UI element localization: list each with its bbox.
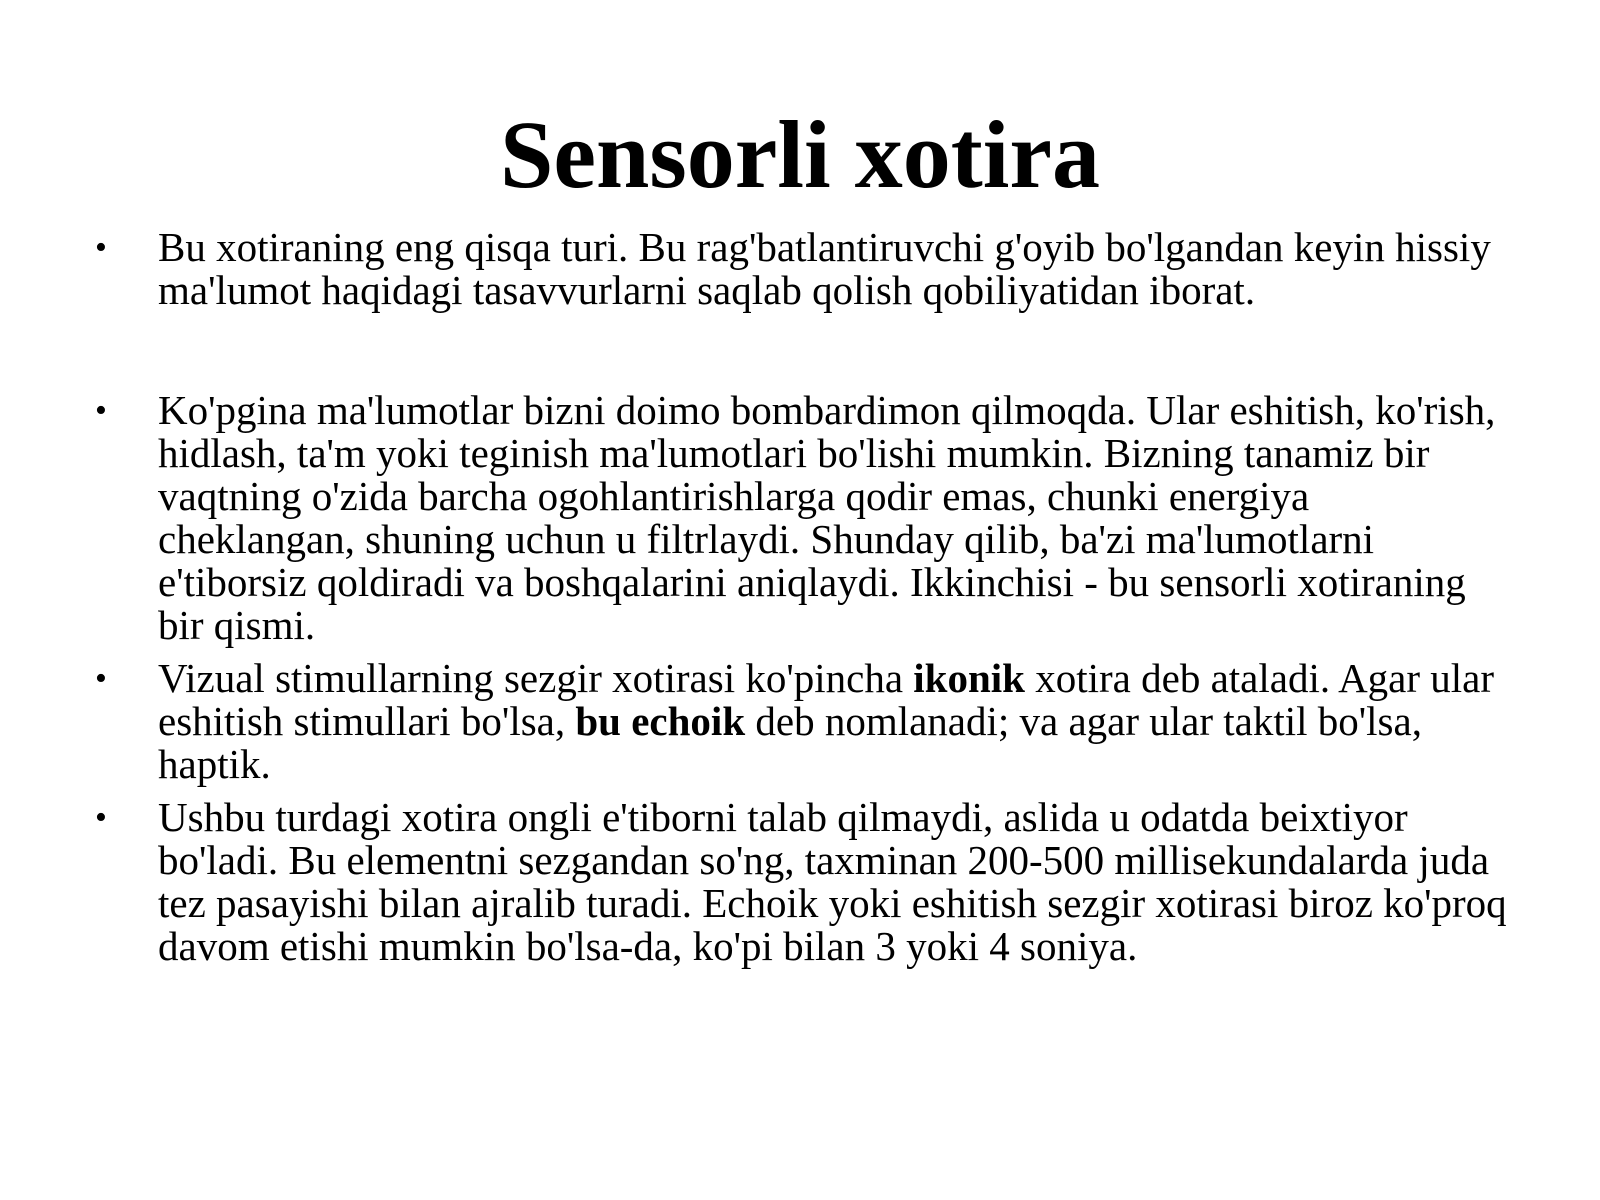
bullet-dot-icon: •: [95, 660, 107, 697]
bullet-text-part: xotira deb ataladi. Agar ular eshitish stimullari bo'lsa,: [158, 655, 1495, 744]
bullet-text-part: Vizual stimullarning sezgir xotirasi ko'pincha: [158, 655, 914, 701]
bullet-list: [95, 226, 1515, 968]
list-item: [95, 389, 1515, 647]
bullet-dot-icon: •: [95, 229, 107, 266]
bullet-text: Ko'pgina ma'lumotlar bizni doimo bombardimon qilmoqda. Ular eshitish, ko'rish, hidlash, ta'm yoki teginish ma'lumotlari bo'lishi mumkin. Bizning tanamiz bir vaqtning o'zida barcha ogohlantirishlarga qodir emas, chunki energiya cheklangan, shuning uchun u filtrlaydi. Shunday qilib, ba'zi ma'lumotlarni e'tiborsiz qoldiradi va boshqalarini aniqlaydi. Ikkinchisi - bu sensorli xotiraning bir qismi.: [158, 387, 1496, 648]
bullet-dot-icon: •: [95, 392, 107, 429]
list-item: [95, 657, 1515, 786]
slide-title: Sensorli xotira: [500, 101, 1100, 208]
bullet-text: Bu xotiraning eng qisqa turi. Bu rag'batlantiruvchi g'oyib bo'lgandan keyin hissiy ma'lumot haqidagi tasavvurlarni saqlab qolish qobiliyatidan iborat.: [158, 224, 1491, 313]
bullet-text: Ushbu turdagi xotira ongli e'tiborni talab qilmaydi, aslida u odatda beixtiyor bo'ladi. Bu elementni sezgandan so'ng, taxminan 200-500 millisekundalarda juda tez pasayishi bilan ajralib turadi. Echoik yoki eshitish sezgir xotirasi biroz ko'proq davom etishi mumkin bo'lsa-da, ko'pi bilan 3 yoki 4 soniya.: [158, 794, 1507, 969]
bullet-dot-icon: •: [95, 799, 107, 836]
list-item: [95, 226, 1515, 312]
bold-term-ikonik: ikonik: [913, 655, 1025, 701]
bold-term-echoik: bu echoik: [575, 698, 746, 744]
list-item: [95, 796, 1515, 968]
bullet-text-part: deb nomlanadi; va agar ular taktil bo'lsa, haptik.: [158, 698, 1422, 787]
